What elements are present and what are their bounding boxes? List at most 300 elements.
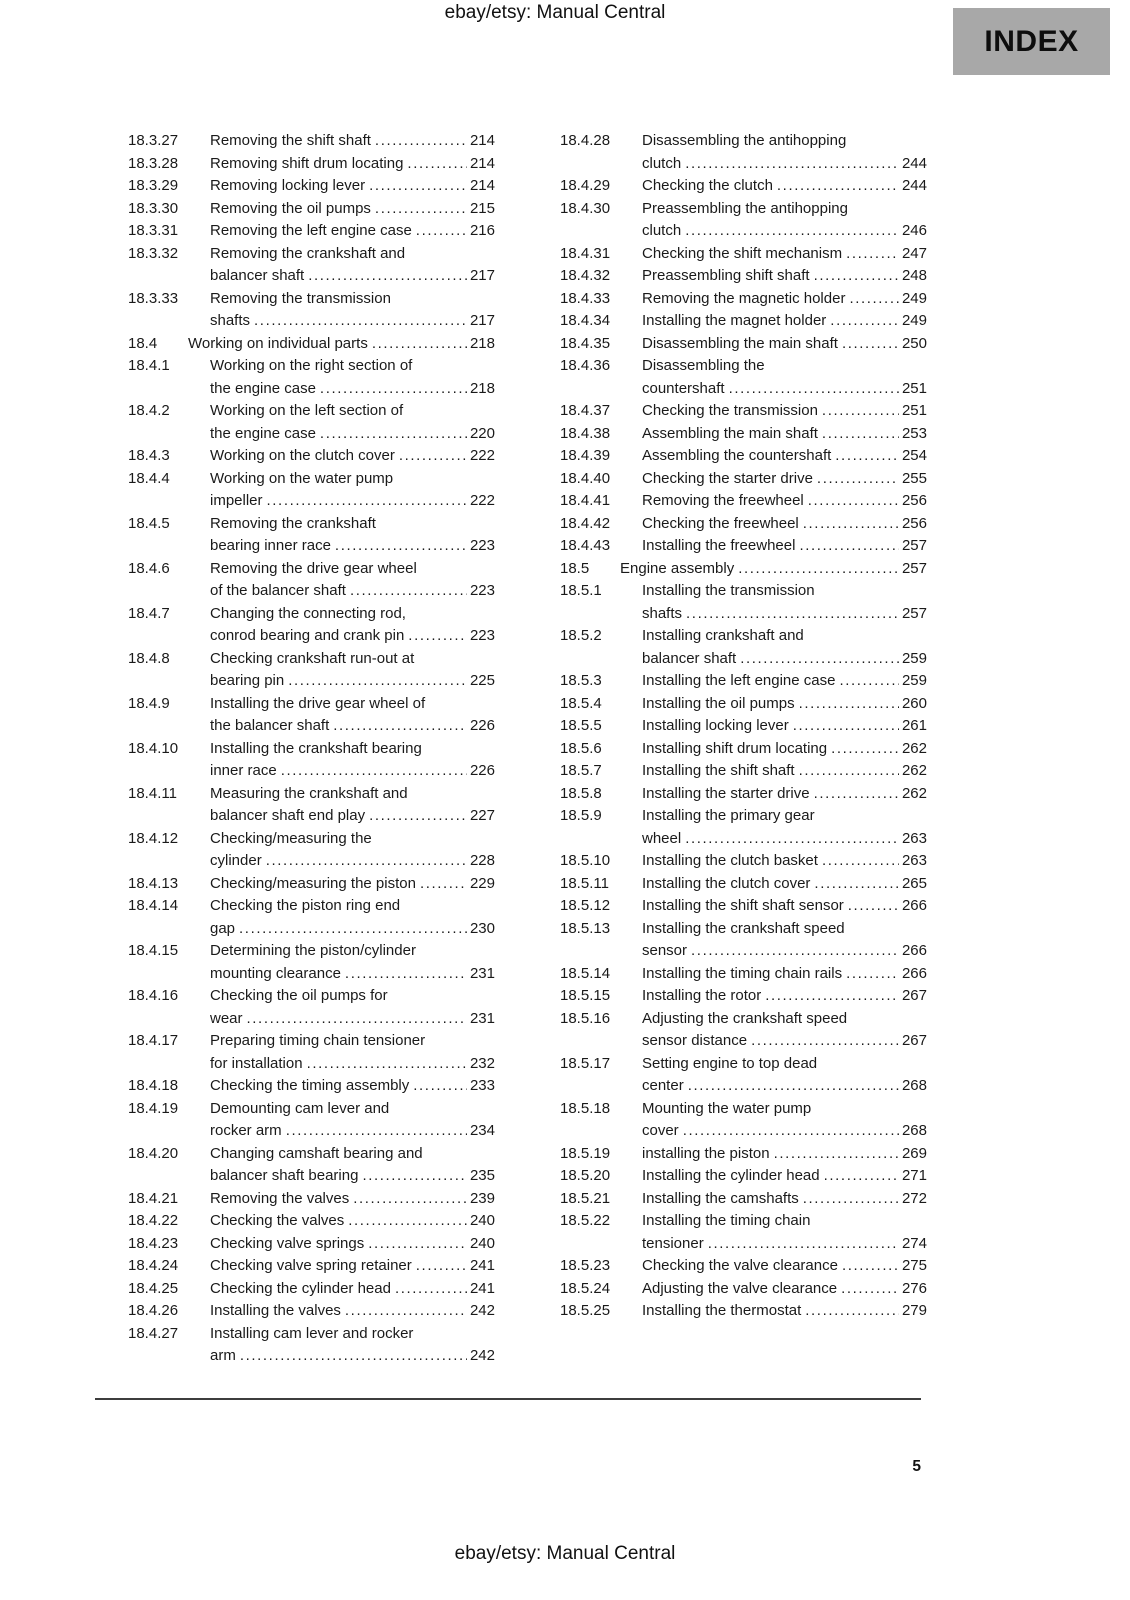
toc-entry <box>560 400 927 423</box>
toc-entry-number: 18.5.8 <box>560 784 602 802</box>
toc-entry-title-line: conrod bearing and crank pin <box>210 627 405 644</box>
dot-leader <box>729 378 899 401</box>
toc-entry-number: 18.5.24 <box>560 1279 611 1297</box>
toc-entry-title-line: Installing the camshafts <box>642 1189 799 1207</box>
toc-entry <box>128 940 495 985</box>
toc-entry-page: 242 <box>469 1302 495 1319</box>
toc-entry-body <box>210 558 495 603</box>
toc-entry <box>128 1030 495 1075</box>
toc-entry-page: 268 <box>901 1122 927 1139</box>
toc-entry-title-line: balancer shaft <box>642 649 737 667</box>
toc-entry-body <box>642 850 927 873</box>
toc-entry-number: 18.4.16 <box>128 987 179 1004</box>
toc-entry-body <box>642 1053 927 1098</box>
dot-leader <box>345 1300 467 1323</box>
dot-leader <box>362 1165 467 1188</box>
toc-entry <box>128 445 495 468</box>
toc-entry-title-line: Installing the freewheel <box>642 537 796 554</box>
toc-entry-page: 220 <box>469 424 495 442</box>
toc-entry-title-line: Installing the drive gear wheel of <box>210 694 426 712</box>
toc-entry-body <box>642 288 927 311</box>
toc-entry-number: 18.5.10 <box>560 852 611 869</box>
dot-leader <box>708 1233 899 1256</box>
toc-entry <box>560 130 927 175</box>
toc-entry-page: 263 <box>901 852 927 869</box>
toc-entry-title-line: Installing the shift shaft sensor <box>642 897 844 914</box>
toc-entry-title-line: Installing the clutch basket <box>642 852 818 869</box>
toc-entry-body <box>210 198 495 221</box>
toc-entry <box>128 895 495 940</box>
toc-entry-body <box>642 760 927 783</box>
toc-entry-number: 18.4.9 <box>128 694 170 712</box>
toc-entry-body <box>210 603 495 648</box>
toc-entry <box>128 558 495 603</box>
toc-entry-body <box>210 828 495 873</box>
toc-entry-title-line: shafts <box>642 604 683 622</box>
toc-entry-title-line: Checking the starter drive <box>642 469 813 487</box>
toc-entry-number: 18.4.31 <box>560 244 611 262</box>
toc-entry-number: 18.4 <box>128 334 158 352</box>
dot-leader <box>824 1165 899 1188</box>
toc-entry-body <box>642 580 927 625</box>
toc-entry-title-line: mounting clearance <box>210 964 341 982</box>
toc-entry-title-line: Working on the right section of <box>210 357 413 374</box>
toc-entry-number: 18.5.18 <box>560 1099 611 1117</box>
toc-entry-body <box>210 1188 495 1211</box>
toc-entry-page: 217 <box>469 267 495 284</box>
dot-leader <box>416 220 467 243</box>
toc-entry <box>128 738 495 783</box>
dot-leader <box>307 1053 467 1076</box>
toc-entry-title-line: bearing inner race <box>210 537 331 554</box>
dot-leader <box>799 760 899 783</box>
toc-entry <box>560 738 927 761</box>
dot-leader <box>345 963 467 986</box>
toc-entry <box>560 1143 927 1166</box>
toc-entry-number: 18.4.22 <box>128 1212 179 1229</box>
toc-entry-number: 18.4.17 <box>128 1032 179 1049</box>
toc-entry-title-line: Engine assembly <box>620 559 735 577</box>
toc-entry-title-line: Removing the drive gear wheel <box>210 559 417 577</box>
toc-entry-number: 18.4.29 <box>560 177 611 194</box>
toc-entry-body <box>210 400 495 445</box>
toc-entry <box>128 693 495 738</box>
toc-column-right <box>560 130 927 1368</box>
toc-entry-number: 18.5.14 <box>560 964 611 982</box>
toc-entry-title-line: Removing the left engine case <box>210 222 412 239</box>
toc-entry <box>560 715 927 738</box>
dot-leader <box>799 693 899 716</box>
toc-entry-title-line: Checking the oil pumps for <box>210 987 388 1004</box>
toc-entry-body <box>210 1278 495 1301</box>
toc-entry-number: 18.5.1 <box>560 582 602 599</box>
toc-entry-page: 262 <box>901 739 927 757</box>
toc-entry-number: 18.3.29 <box>128 177 179 194</box>
toc-entry-title-line: Changing camshaft bearing and <box>210 1144 423 1162</box>
toc-entry-body <box>210 1210 495 1233</box>
toc-entry-number: 18.3.33 <box>128 289 179 307</box>
toc-entry-page: 214 <box>469 154 495 172</box>
toc-entry-page: 279 <box>901 1302 927 1319</box>
toc-entry-title-line: Working on the clutch cover <box>210 447 395 464</box>
toc-entry <box>560 985 927 1008</box>
toc-entry-title-line: Determining the piston/cylinder <box>210 942 416 959</box>
toc-entry-page: 242 <box>469 1347 495 1364</box>
toc-entry-page: 266 <box>901 942 927 959</box>
toc-entry-title-line: Installing the rotor <box>642 987 762 1004</box>
toc-entry-page: 275 <box>901 1257 927 1274</box>
toc-entry <box>560 288 927 311</box>
toc-entry-number: 18.4.11 <box>128 784 177 802</box>
toc-entry <box>560 1300 927 1323</box>
dot-leader <box>320 378 467 401</box>
toc-entry <box>128 1143 495 1188</box>
toc-entry <box>128 985 495 1030</box>
toc-entry-title-line: Removing the shift shaft <box>210 132 371 149</box>
toc-entry-body <box>642 355 927 400</box>
toc-entry <box>560 1098 927 1143</box>
footer-site-title: ebay/etsy: Manual Central <box>454 1543 676 1564</box>
dot-leader <box>774 1143 899 1166</box>
toc-entry-title-line: Installing the timing chain <box>642 1212 811 1229</box>
toc-entry-title-line: clutch <box>642 222 682 239</box>
dot-leader <box>751 1030 899 1053</box>
dot-leader <box>691 940 899 963</box>
toc-entry-page: 222 <box>469 447 495 464</box>
toc-entry-page: 214 <box>469 132 495 149</box>
dot-leader <box>350 580 467 603</box>
toc-entry-number: 18.4.18 <box>128 1077 179 1094</box>
dot-leader <box>286 1120 467 1143</box>
toc-entry-title-line: Installing the left engine case <box>642 672 836 689</box>
toc-entry-body <box>642 625 927 670</box>
toc-entry-title-line: cover <box>642 1122 679 1139</box>
toc-entry-number: 18.3.32 <box>128 244 179 262</box>
toc-entry-title-line: rocker arm <box>210 1122 282 1139</box>
toc-entry-page: 223 <box>469 627 495 644</box>
toc-entry-page: 267 <box>901 1032 927 1049</box>
toc-entry-number: 18.5.7 <box>560 762 602 779</box>
toc-entry <box>560 513 927 536</box>
toc-entry-page: 271 <box>901 1167 927 1184</box>
toc-entry <box>560 580 927 625</box>
toc-entry-body <box>642 918 927 963</box>
toc-entry <box>128 153 495 176</box>
toc-entry <box>560 265 927 288</box>
toc-entry-body <box>642 490 927 513</box>
toc-entry-title-line: Checking valve springs <box>210 1234 365 1252</box>
toc-entry-body <box>642 985 927 1008</box>
dot-leader <box>835 445 899 468</box>
toc-entry <box>560 693 927 716</box>
toc-entry <box>560 850 927 873</box>
dot-leader <box>267 490 467 513</box>
toc-entry-title-line: Installing the crankshaft bearing <box>210 739 422 757</box>
toc-entry-title-line: Installing the clutch cover <box>642 874 811 892</box>
toc-entry-page: 214 <box>469 177 495 194</box>
dot-leader <box>254 310 467 333</box>
toc-entry-body <box>210 783 495 828</box>
dot-leader <box>375 130 467 153</box>
toc-entry-body <box>642 243 927 266</box>
toc-entry-title-line: Checking/measuring the <box>210 829 372 847</box>
toc-entry <box>128 1323 495 1368</box>
footer-divider <box>95 1398 921 1400</box>
toc-entry-page: 215 <box>469 199 495 217</box>
toc-entry <box>128 828 495 873</box>
toc-entry-number: 18.5.20 <box>560 1167 611 1184</box>
toc-entry-title-line: tensioner <box>642 1234 704 1252</box>
toc-entry-title-line: Assembling the countershaft <box>642 447 832 464</box>
dot-leader <box>814 265 899 288</box>
toc-entry-number: 18.4.19 <box>128 1099 179 1117</box>
toc-entry-page: 255 <box>901 469 927 487</box>
toc-entry-number: 18.4.37 <box>560 402 611 419</box>
dot-leader <box>793 715 899 738</box>
toc-entry-body <box>642 873 927 896</box>
toc-entry-page: 229 <box>469 874 495 892</box>
toc-entry-page: 257 <box>901 604 927 622</box>
toc-entry-title-line: Checking the shift mechanism <box>642 244 843 262</box>
toc-entry <box>128 648 495 693</box>
toc-entry-title-line: Installing the cylinder head <box>642 1167 820 1184</box>
toc-entry-title-line: Installing the crankshaft speed <box>642 919 845 937</box>
toc-entry-page: 248 <box>901 267 927 284</box>
toc-entry-title-line: Installing the transmission <box>642 582 815 599</box>
toc-entry-body <box>210 175 495 198</box>
toc-entry-title-line: Preparing timing chain tensioner <box>210 1032 426 1049</box>
toc-entry-title-line: Checking the piston ring end <box>210 897 401 914</box>
toc-entry-title-line: Setting engine to top dead <box>642 1054 818 1072</box>
toc-entry <box>560 490 927 513</box>
toc-entry <box>128 1210 495 1233</box>
dot-leader <box>353 1188 467 1211</box>
toc-entry <box>128 400 495 445</box>
toc-entry <box>128 783 495 828</box>
toc-entry <box>128 1233 495 1256</box>
toc-entry-number: 18.3.31 <box>128 222 179 239</box>
toc-entry-body <box>210 1323 495 1368</box>
dot-leader <box>808 490 899 513</box>
toc-entry-title-line: Checking the cylinder head <box>210 1279 391 1297</box>
toc-entry-page: 246 <box>901 222 927 239</box>
toc-entry-title-line: arm <box>210 1347 236 1364</box>
page-number: 5 <box>912 1458 921 1475</box>
dot-leader <box>685 220 899 243</box>
toc-entry-body <box>642 963 927 986</box>
toc-entry-number: 18.5.25 <box>560 1302 611 1319</box>
toc-entry-title-line: Changing the connecting rod, <box>210 604 406 622</box>
toc-entry-title-line: Checking the timing assembly <box>210 1077 410 1094</box>
toc-entry-title-line: Measuring the crankshaft and <box>210 784 408 802</box>
toc-entry <box>560 310 927 333</box>
toc-entry-title-line: countershaft <box>642 379 725 397</box>
dot-leader <box>822 423 899 446</box>
toc-entry-page: 226 <box>469 717 495 734</box>
toc-entry-number: 18.3.27 <box>128 132 179 149</box>
dot-leader <box>803 513 899 536</box>
toc-entry-page: 257 <box>901 537 927 554</box>
toc-entry-number: 18.5.3 <box>560 672 602 689</box>
toc-entry <box>128 288 495 333</box>
toc-entry <box>560 243 927 266</box>
toc-entry-title-line: Installing the magnet holder <box>642 312 827 329</box>
toc-entry <box>560 355 927 400</box>
toc-entry <box>560 963 927 986</box>
toc-entry-page: 240 <box>469 1212 495 1229</box>
toc-entry-page: 268 <box>901 1077 927 1094</box>
toc-entry-page: 226 <box>469 762 495 779</box>
toc-entry-body <box>642 693 927 716</box>
dot-leader <box>841 1278 899 1301</box>
toc-entry-page: 262 <box>901 762 927 779</box>
toc-entry-body <box>642 445 927 468</box>
toc-entry-body <box>642 1255 927 1278</box>
toc-entry-number: 18.4.4 <box>128 469 170 487</box>
toc-entry-body <box>210 873 495 896</box>
toc-entry-number: 18.5 <box>560 559 590 577</box>
toc-entry-number: 18.5.23 <box>560 1257 611 1274</box>
toc-entry-body <box>210 1030 495 1075</box>
toc-entry <box>560 1165 927 1188</box>
dot-leader <box>814 873 899 896</box>
toc-entry-page: 231 <box>469 1009 495 1027</box>
toc-entry-page: 250 <box>901 334 927 352</box>
dot-leader <box>348 1210 467 1233</box>
toc-entry <box>560 625 927 670</box>
toc-entry-page: 244 <box>901 154 927 172</box>
toc-entry-page: 262 <box>901 784 927 802</box>
toc-entry-page: 231 <box>469 964 495 982</box>
dot-leader <box>247 1008 467 1031</box>
dot-leader <box>368 1233 467 1256</box>
toc-entry-page: 223 <box>469 537 495 554</box>
toc-entry-number: 18.4.2 <box>128 402 170 419</box>
dot-leader <box>288 670 467 693</box>
toc-entry-page: 249 <box>901 312 927 329</box>
toc-entry-body <box>642 715 927 738</box>
dot-leader <box>839 670 899 693</box>
dot-leader <box>413 1075 467 1098</box>
toc-entry-number: 18.5.17 <box>560 1054 611 1072</box>
toc-entry-number: 18.5.5 <box>560 717 602 734</box>
toc-entry-body <box>642 738 927 761</box>
toc-entry <box>560 535 927 558</box>
dot-leader <box>842 1255 899 1278</box>
toc-entry <box>560 333 927 356</box>
toc-entry-title-line: Installing the valves <box>210 1302 341 1319</box>
toc-entry-page: 265 <box>901 874 927 892</box>
toc-entry-number: 18.4.15 <box>128 942 179 959</box>
toc-entry-number: 18.5.9 <box>560 807 602 824</box>
toc-entry-page: 254 <box>901 447 927 464</box>
toc-entry-body <box>642 805 927 850</box>
toc-entry <box>128 1188 495 1211</box>
toc-entry-body <box>210 1098 495 1143</box>
toc-entry-page: 227 <box>469 807 495 824</box>
dot-leader <box>803 1188 899 1211</box>
toc-entry <box>128 1300 495 1323</box>
toc-entry-body <box>210 738 495 783</box>
toc-entry-body <box>642 333 927 356</box>
dot-leader <box>239 918 467 941</box>
toc-entry-body <box>210 130 495 153</box>
toc-entry <box>128 220 495 243</box>
dot-leader <box>817 468 899 491</box>
dot-leader <box>420 873 467 896</box>
dot-leader <box>335 535 467 558</box>
toc-entry-title-line: Assembling the main shaft <box>642 424 818 442</box>
toc-entry-page: 263 <box>901 829 927 847</box>
dot-leader <box>822 400 899 423</box>
dot-leader <box>407 153 467 176</box>
toc-entry-number: 18.5.2 <box>560 627 602 644</box>
toc-entry <box>560 558 927 581</box>
toc-entry <box>560 670 927 693</box>
toc-entry-title-line: bearing pin <box>210 672 285 689</box>
toc-entry-title-line: cylinder <box>210 852 262 869</box>
header-site-title: ebay/etsy: Manual Central <box>444 2 666 23</box>
toc-entry-title-line: balancer shaft end play <box>210 807 366 824</box>
toc-entry-title-line: Removing the freewheel <box>642 492 804 509</box>
toc-entry-title-line: Disassembling the <box>642 357 765 374</box>
toc-entry-number: 18.4.36 <box>560 357 611 374</box>
toc-entry-page: 260 <box>901 694 927 712</box>
dot-leader <box>372 333 467 356</box>
toc-entry-body <box>210 648 495 693</box>
toc-entry-title-line: shafts <box>210 312 251 329</box>
toc-entry-page: 241 <box>469 1279 495 1297</box>
toc-entry-page: 234 <box>469 1122 495 1139</box>
toc-entry-page: 239 <box>469 1189 495 1207</box>
toc-entry-page: 217 <box>469 312 495 329</box>
dot-leader <box>799 535 899 558</box>
toc-entry-title-line: Removing the transmission <box>210 289 391 307</box>
toc-entry-body <box>210 468 495 513</box>
toc-entry-title-line: Preassembling the antihopping <box>642 199 848 217</box>
toc-entry-number: 18.5.12 <box>560 897 611 914</box>
toc-entry-title-line: Checking the valve clearance <box>642 1257 838 1274</box>
toc-entry-page: 269 <box>901 1144 927 1162</box>
toc-entry-number: 18.5.15 <box>560 987 611 1004</box>
toc-entry-body <box>642 1278 927 1301</box>
toc-entry-title-line: sensor distance <box>642 1032 748 1049</box>
toc-entry-body <box>210 1233 495 1256</box>
toc-entry-number: 18.4.32 <box>560 267 611 284</box>
toc-entry-page: 251 <box>901 379 927 397</box>
toc-entry-title-line: for installation <box>210 1054 303 1072</box>
toc-entry-number: 18.5.4 <box>560 694 602 712</box>
toc-entry-number: 18.4.20 <box>128 1144 179 1162</box>
toc-entry <box>128 130 495 153</box>
toc-entry-number: 18.4.28 <box>560 132 611 149</box>
toc-entry <box>128 873 495 896</box>
toc-entry-body <box>210 985 495 1030</box>
toc-entry-page: 266 <box>901 897 927 914</box>
toc-entry-body <box>210 1075 495 1098</box>
toc-entry-page: 259 <box>901 672 927 689</box>
toc-entry-title-line: balancer shaft bearing <box>210 1167 359 1184</box>
dot-leader <box>765 985 899 1008</box>
toc-entry <box>128 1278 495 1301</box>
toc-entry-number: 18.3.28 <box>128 154 179 172</box>
toc-entry-title-line: wheel <box>642 829 682 847</box>
dot-leader <box>849 288 899 311</box>
toc-entry-page: 256 <box>901 492 927 509</box>
toc-entry-body <box>642 1188 927 1211</box>
toc-entry-page: 218 <box>469 379 495 397</box>
toc-entry-page: 244 <box>901 177 927 194</box>
